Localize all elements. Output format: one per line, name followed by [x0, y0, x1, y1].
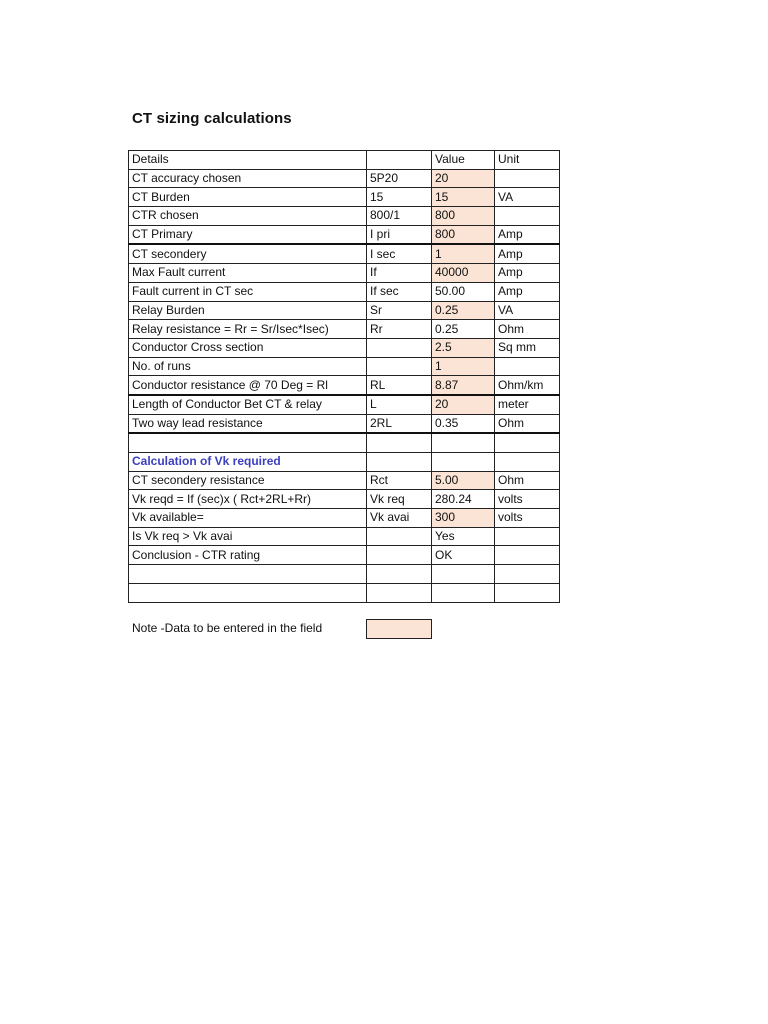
symbol-cell[interactable]: Sr	[367, 301, 432, 320]
table-row	[129, 320, 560, 339]
value-cell[interactable]: 8.87	[432, 376, 495, 395]
symbol-cell[interactable]	[367, 546, 432, 565]
value-cell[interactable]	[432, 453, 495, 472]
value-cell[interactable]: Yes	[432, 527, 495, 546]
value-cell[interactable]: 50.00	[432, 282, 495, 301]
details-cell[interactable]: CT secondery	[129, 244, 367, 263]
details-cell[interactable]: Conclusion - CTR rating	[129, 546, 367, 565]
unit-cell[interactable]: volts	[495, 490, 560, 509]
symbol-cell[interactable]: Rr	[367, 320, 432, 339]
ct-sizing-table	[128, 150, 560, 603]
value-cell[interactable]: 1	[432, 244, 495, 263]
symbol-cell[interactable]	[367, 583, 432, 602]
symbol-cell[interactable]: L	[367, 395, 432, 414]
symbol-cell[interactable]: 15	[367, 188, 432, 207]
unit-cell[interactable]: Ohm	[495, 471, 560, 490]
table-row	[129, 357, 560, 376]
details-cell[interactable]: Fault current in CT sec	[129, 282, 367, 301]
symbol-cell[interactable]	[367, 433, 432, 452]
details-cell[interactable]: Is Vk req > Vk avai	[129, 527, 367, 546]
value-cell[interactable]: OK	[432, 546, 495, 565]
table-row	[129, 301, 560, 320]
value-cell[interactable]	[432, 433, 495, 452]
symbol-cell[interactable]: I sec	[367, 244, 432, 263]
header-details[interactable]: Details	[129, 151, 367, 170]
unit-cell[interactable]: Amp	[495, 264, 560, 283]
symbol-cell[interactable]: Vk avai	[367, 509, 432, 528]
table-row	[129, 282, 560, 301]
unit-cell[interactable]: meter	[495, 395, 560, 414]
table-row	[129, 546, 560, 565]
details-cell[interactable]: No. of runs	[129, 357, 367, 376]
table-row	[129, 509, 560, 528]
symbol-cell[interactable]	[367, 453, 432, 472]
symbol-cell[interactable]	[367, 338, 432, 357]
details-cell[interactable]: Relay resistance = Rr = Sr/Isec*Isec)	[129, 320, 367, 339]
table-row	[129, 264, 560, 283]
table-row	[129, 376, 560, 395]
unit-cell[interactable]: Ohm	[495, 320, 560, 339]
details-cell[interactable]: Relay Burden	[129, 301, 367, 320]
value-cell[interactable]: 300	[432, 509, 495, 528]
details-cell[interactable]	[129, 433, 367, 452]
details-cell[interactable]: CT Burden	[129, 188, 367, 207]
header-unit[interactable]: Unit	[495, 151, 560, 170]
header-value[interactable]: Value	[432, 151, 495, 170]
input-note: Note -Data to be entered in the field	[132, 621, 323, 635]
value-cell[interactable]: 15	[432, 188, 495, 207]
table-row	[129, 225, 560, 244]
value-cell[interactable]: 40000	[432, 264, 495, 283]
details-cell[interactable]	[129, 583, 367, 602]
table-row	[129, 188, 560, 207]
value-cell[interactable]: 5.00	[432, 471, 495, 490]
details-cell[interactable]: Conductor resistance @ 70 Deg = Rl	[129, 376, 367, 395]
unit-cell[interactable]	[495, 583, 560, 602]
table-row	[129, 244, 560, 263]
symbol-cell[interactable]: Vk req	[367, 490, 432, 509]
unit-cell[interactable]	[495, 546, 560, 565]
details-cell[interactable]: CT accuracy chosen	[129, 169, 367, 188]
details-cell[interactable]: Length of Conductor Bet CT & relay	[129, 395, 367, 414]
details-cell[interactable]: Two way lead resistance	[129, 414, 367, 433]
details-cell[interactable]: Vk available=	[129, 509, 367, 528]
symbol-cell[interactable]: I pri	[367, 225, 432, 244]
value-cell[interactable]: 800	[432, 225, 495, 244]
unit-cell[interactable]: Amp	[495, 282, 560, 301]
unit-cell[interactable]	[495, 357, 560, 376]
unit-cell[interactable]: Ohm/km	[495, 376, 560, 395]
symbol-cell[interactable]: Rct	[367, 471, 432, 490]
header-row	[129, 151, 560, 170]
details-cell[interactable]: CT Primary	[129, 225, 367, 244]
unit-cell[interactable]: Amp	[495, 225, 560, 244]
table-row	[129, 490, 560, 509]
table-row	[129, 527, 560, 546]
unit-cell[interactable]	[495, 453, 560, 472]
details-cell[interactable]: Calculation of Vk required	[129, 453, 367, 472]
value-cell[interactable]	[432, 565, 495, 584]
table-row	[129, 471, 560, 490]
unit-cell[interactable]: Sq mm	[495, 338, 560, 357]
value-cell[interactable]: 1	[432, 357, 495, 376]
table-row	[129, 169, 560, 188]
symbol-cell[interactable]: 800/1	[367, 207, 432, 226]
sheet-title: CT sizing calculations	[132, 110, 292, 127]
unit-cell[interactable]	[495, 207, 560, 226]
unit-cell[interactable]: Amp	[495, 244, 560, 263]
symbol-cell[interactable]: 5P20	[367, 169, 432, 188]
header-symbol[interactable]	[367, 151, 432, 170]
value-cell[interactable]: 800	[432, 207, 495, 226]
value-cell[interactable]: 0.35	[432, 414, 495, 433]
unit-cell[interactable]: volts	[495, 509, 560, 528]
table-row	[129, 395, 560, 414]
unit-cell[interactable]	[495, 527, 560, 546]
value-cell[interactable]: 0.25	[432, 320, 495, 339]
table-row	[129, 338, 560, 357]
value-cell[interactable]	[432, 583, 495, 602]
unit-cell[interactable]	[495, 169, 560, 188]
unit-cell[interactable]: VA	[495, 301, 560, 320]
symbol-cell[interactable]: If	[367, 264, 432, 283]
details-cell[interactable]: Max Fault current	[129, 264, 367, 283]
details-cell[interactable]: Conductor Cross section	[129, 338, 367, 357]
unit-cell[interactable]	[495, 433, 560, 452]
unit-cell[interactable]	[495, 565, 560, 584]
details-cell[interactable]	[129, 565, 367, 584]
symbol-cell[interactable]	[367, 527, 432, 546]
value-cell[interactable]: 0.25	[432, 301, 495, 320]
table-row	[129, 433, 560, 452]
unit-cell[interactable]: Ohm	[495, 414, 560, 433]
details-cell[interactable]: CT secondery resistance	[129, 471, 367, 490]
symbol-cell[interactable]	[367, 357, 432, 376]
input-field-legend-box	[366, 619, 432, 639]
symbol-cell[interactable]	[367, 565, 432, 584]
details-cell[interactable]: CTR chosen	[129, 207, 367, 226]
value-cell[interactable]: 2.5	[432, 338, 495, 357]
unit-cell[interactable]: VA	[495, 188, 560, 207]
value-cell[interactable]: 20	[432, 169, 495, 188]
symbol-cell[interactable]: 2RL	[367, 414, 432, 433]
details-cell[interactable]: Vk reqd = If (sec)x ( Rct+2RL+Rr)	[129, 490, 367, 509]
table-row	[129, 414, 560, 433]
table-row	[129, 207, 560, 226]
table-row	[129, 453, 560, 472]
symbol-cell[interactable]: RL	[367, 376, 432, 395]
symbol-cell[interactable]: If sec	[367, 282, 432, 301]
value-cell[interactable]: 20	[432, 395, 495, 414]
table-row	[129, 565, 560, 584]
table-row	[129, 583, 560, 602]
value-cell[interactable]: 280.24	[432, 490, 495, 509]
